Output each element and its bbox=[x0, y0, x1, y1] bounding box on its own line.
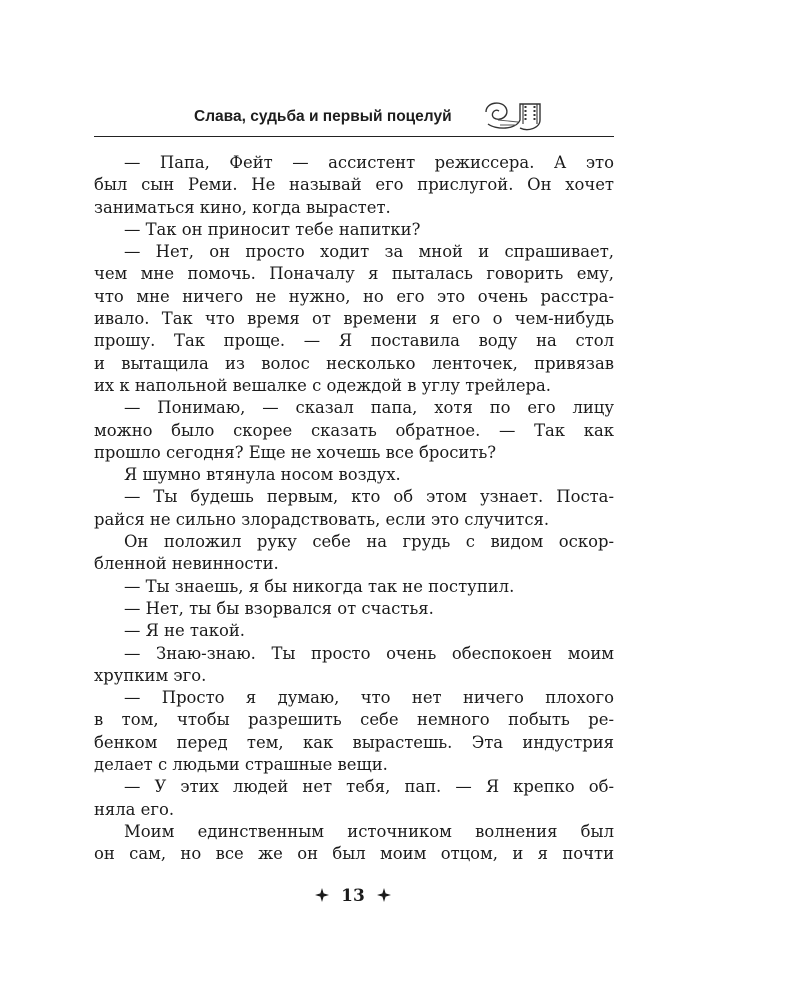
film-reel-ornament-icon bbox=[482, 98, 544, 132]
text-line: что мне ничего не нужно, но его это очень расстра- bbox=[94, 286, 614, 306]
text-line: Он положил руку себе на грудь с видом оскор- bbox=[124, 532, 614, 552]
page-number: 13 bbox=[341, 886, 365, 906]
text-line: и вытащила из волос несколько ленточек, привязав bbox=[94, 353, 614, 373]
running-header bbox=[194, 98, 614, 136]
four-point-star-icon bbox=[315, 888, 329, 902]
text-line: — Я не такой. bbox=[124, 621, 245, 641]
text-line: — Так он приносит тебе напитки? bbox=[124, 219, 421, 239]
page-footer bbox=[0, 886, 706, 906]
text-line: — Нет, ты бы взорвался от счастья. bbox=[124, 598, 434, 618]
text-line: — Нет, он просто ходит за мной и спрашивает, bbox=[124, 242, 614, 262]
text-line: Я шумно втянула носом воздух. bbox=[124, 465, 401, 485]
text-line: — Знаю-знаю. Ты просто очень обеспокоен моим bbox=[124, 643, 614, 663]
header-divider bbox=[94, 136, 614, 137]
text-line: заниматься кино, когда вырастет. bbox=[94, 197, 391, 217]
text-line: бленной невинности. bbox=[94, 554, 279, 574]
text-line: был сын Реми. Не называй его прислугой. Он хочет bbox=[94, 175, 614, 195]
text-line: бенком перед тем, как вырастешь. Эта индустрия bbox=[94, 732, 614, 752]
text-line: чем мне помочь. Поначалу я пыталась говорить ему, bbox=[94, 264, 614, 284]
text-line: — Понимаю, — сказал папа, хотя по его лицу bbox=[124, 398, 614, 418]
running-title: Слава, судьба и первый поцелуй bbox=[194, 108, 452, 125]
text-line: — Ты будешь первым, кто об этом узнает. Поста- bbox=[124, 487, 614, 507]
text-line: ивало. Так что время от времени я его о чем-нибудь bbox=[94, 309, 614, 329]
text-line: прошу. Так проще. — Я поставила воду на стол bbox=[94, 331, 614, 351]
text-line: можно было скорее сказать обратное. — Так как bbox=[94, 420, 614, 440]
text-line: — У этих людей нет тебя, пап. — Я крепко об- bbox=[124, 777, 614, 797]
page-body bbox=[94, 152, 614, 866]
text-line: — Папа, Фейт — ассистент режиссера. А это bbox=[124, 153, 614, 172]
text-line: — Ты знаешь, я бы никогда так не поступил. bbox=[124, 576, 515, 596]
text-line: прошло сегодня? Еще не хочешь все бросить? bbox=[94, 442, 497, 462]
text-line: он сам, но все же он был моим отцом, и я почти bbox=[94, 844, 614, 864]
text-line: хрупким эго. bbox=[94, 665, 207, 685]
text-line: — Просто я думаю, что нет ничего плохого bbox=[124, 688, 614, 708]
text-line: няла его. bbox=[94, 799, 175, 819]
text-line: в том, чтобы разрешить себе немного побыть ре- bbox=[94, 710, 614, 730]
text-line: райся не сильно злорадствовать, если это случится. bbox=[94, 509, 550, 529]
text-line: Моим единственным источником волнения был bbox=[124, 821, 614, 841]
text-line: делает с людьми страшные вещи. bbox=[94, 755, 388, 775]
four-point-star-icon bbox=[377, 888, 391, 902]
text-line: их к напольной вешалке с одеждой в углу трейлера. bbox=[94, 375, 552, 395]
